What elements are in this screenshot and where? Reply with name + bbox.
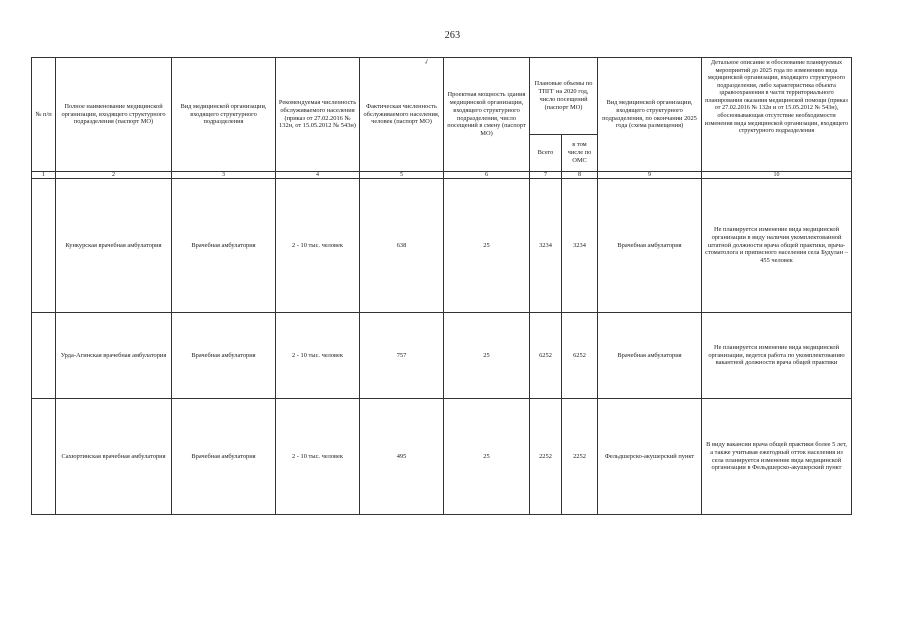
header-recommended: Рекомендуемая численность обслуживаемого населения (приказ от 27.02.2016 № 132н, от 15.05.2012 № 543н) xyxy=(276,58,360,172)
row-capacity: 25 xyxy=(444,399,530,515)
column-number: 10 xyxy=(702,172,852,179)
table-row xyxy=(32,313,852,399)
handwritten-mark: ✓ xyxy=(422,57,432,67)
column-number: 6 xyxy=(444,172,530,179)
header-total: Всего xyxy=(530,135,562,172)
row-type: Врачебная амбулатория xyxy=(172,179,276,313)
row-name: Кункурская врачебная амбулатория xyxy=(56,179,172,313)
row-total: 2252 xyxy=(530,399,562,515)
column-number: 7 xyxy=(530,172,562,179)
row-name: Урда-Агинская врачебная амбулатория xyxy=(56,313,172,399)
header-oms: в том числе по ОМС xyxy=(562,135,598,172)
header-future-type: Вид медицинской организации, входящего структурного подразделения, по окончании 2025 года (схема размещения) xyxy=(598,58,702,172)
row-num xyxy=(32,179,56,313)
medical-organizations-table xyxy=(31,57,852,515)
row-name: Сахюртинская врачебная амбулатория xyxy=(56,399,172,515)
header-type: Вид медицинской организации, входящего структурного подразделения xyxy=(172,58,276,172)
table-row xyxy=(32,179,852,313)
page-number: 263 xyxy=(444,30,461,41)
column-number: 1 xyxy=(32,172,56,179)
header-description: Детальное описание и обоснование планируемых мероприятий до 2025 года по изменению вида медицинской организации, входящего структурного подразделения, либо характеристика объекта здравоохранения в части территориального планирования оказания медицинской помощи (приказ от 27.02.2016 № 132н и от 15.05.2012 № 543н), обосновывающая отсутствие необходимости изменения вида медицинской организации, входящего структурного подразделения xyxy=(702,58,852,172)
row-capacity: 25 xyxy=(444,313,530,399)
table-row xyxy=(32,399,852,515)
row-future-type: Врачебная амбулатория xyxy=(598,179,702,313)
header-name: Полное наименование медицинской организации, входящего структурного подразделения (паспорт МО) xyxy=(56,58,172,172)
row-num xyxy=(32,313,56,399)
header-capacity: Проектная мощность здания медицинской организации, входящего структурного подразделения, число посещений в смену (паспорт МО) xyxy=(444,58,530,172)
row-oms: 6252 xyxy=(562,313,598,399)
row-description: Не планируется изменение вида медицинской организации в виду наличия укомплектованной штатной должности врача общей практики, врача-стоматолога и приписного населения села Будулан – 455 человек xyxy=(702,179,852,313)
column-number: 2 xyxy=(56,172,172,179)
row-type: Врачебная амбулатория xyxy=(172,399,276,515)
column-number: 5 xyxy=(360,172,444,179)
row-oms: 3234 xyxy=(562,179,598,313)
row-recommended: 2 - 10 тыс. человек xyxy=(276,179,360,313)
row-total: 3234 xyxy=(530,179,562,313)
row-description: Не планируется изменение вида медицинской организации, ведется работа по укомплектованию вакантной должности врача общей практики xyxy=(702,313,852,399)
column-number-row xyxy=(32,172,852,179)
row-actual: 757 xyxy=(360,313,444,399)
column-number: 4 xyxy=(276,172,360,179)
row-type: Врачебная амбулатория xyxy=(172,313,276,399)
row-description: В виду вакансии врача общей практики более 5 лет, а также учитывая ежегодный отток населения из села планируется изменение вида медицинской организации в Фельдшерско-акушерский пункт xyxy=(702,399,852,515)
row-future-type: Фельдшерско-акушерский пункт xyxy=(598,399,702,515)
header-num: № п/п xyxy=(32,58,56,172)
column-number: 3 xyxy=(172,172,276,179)
row-actual: 638 xyxy=(360,179,444,313)
header-actual: Фактическая численность обслуживаемого населения, человек (паспорт МО) xyxy=(360,58,444,172)
row-num xyxy=(32,399,56,515)
header-row-top xyxy=(32,58,852,135)
row-oms: 2252 xyxy=(562,399,598,515)
row-recommended: 2 - 10 тыс. человек xyxy=(276,399,360,515)
row-capacity: 25 xyxy=(444,179,530,313)
row-recommended: 2 - 10 тыс. человек xyxy=(276,313,360,399)
row-actual: 495 xyxy=(360,399,444,515)
row-total: 6252 xyxy=(530,313,562,399)
column-number: 8 xyxy=(562,172,598,179)
column-number: 9 xyxy=(598,172,702,179)
header-planned-volumes: Плановые объемы по ТПГГ на 2020 год, число посещений (паспорт МО) xyxy=(530,58,598,135)
row-future-type: Врачебная амбулатория xyxy=(598,313,702,399)
